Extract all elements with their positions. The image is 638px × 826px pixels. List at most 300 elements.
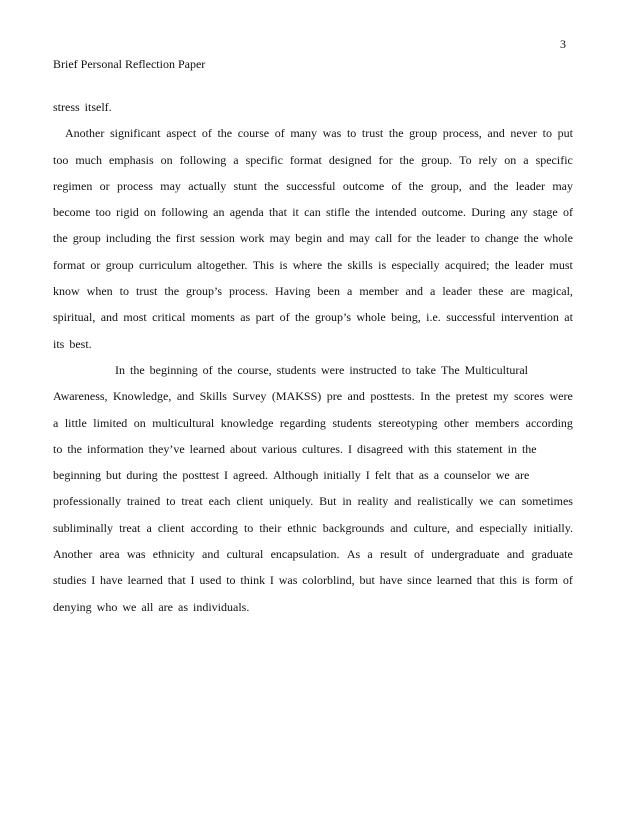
word: group bbox=[72, 231, 101, 246]
word: have bbox=[100, 573, 123, 588]
word: stifle bbox=[325, 205, 350, 220]
word: when bbox=[86, 284, 113, 299]
word: to bbox=[243, 520, 254, 535]
text-line bbox=[53, 546, 573, 572]
word: an bbox=[213, 205, 225, 220]
word: been bbox=[317, 284, 341, 299]
word: and bbox=[100, 310, 119, 325]
word: designed bbox=[328, 152, 372, 167]
word: information bbox=[87, 441, 144, 456]
word: first bbox=[175, 231, 196, 246]
word: the bbox=[264, 178, 279, 193]
word: where bbox=[292, 257, 323, 272]
word: spiritual, bbox=[53, 310, 96, 325]
word: limited bbox=[93, 415, 128, 430]
word: pretest bbox=[455, 389, 488, 404]
word: agreed. bbox=[233, 468, 269, 483]
word: whole bbox=[356, 310, 386, 325]
word: stress bbox=[53, 100, 80, 114]
word: a bbox=[367, 547, 373, 562]
word: that bbox=[395, 468, 414, 483]
word: Knowledge, bbox=[113, 389, 172, 404]
word: part bbox=[255, 310, 275, 325]
word: moments bbox=[190, 310, 235, 325]
word: client bbox=[157, 520, 185, 535]
word: reality bbox=[357, 494, 389, 509]
word: the bbox=[217, 362, 233, 377]
word: and bbox=[506, 547, 525, 562]
word: a bbox=[233, 152, 239, 167]
word: think bbox=[240, 573, 266, 588]
word: cultural bbox=[226, 547, 264, 562]
word: backgrounds bbox=[322, 520, 385, 535]
word: member bbox=[359, 284, 399, 299]
word: to bbox=[346, 126, 357, 141]
word: i.e. bbox=[426, 310, 441, 325]
word: intended bbox=[375, 205, 417, 220]
word: emphasis bbox=[108, 152, 154, 167]
word: As bbox=[346, 547, 361, 562]
word: Another bbox=[65, 126, 105, 141]
word: format bbox=[289, 152, 322, 167]
word: the bbox=[217, 126, 233, 141]
word: learned bbox=[436, 573, 472, 588]
word: group bbox=[409, 126, 438, 141]
word: aspect bbox=[166, 126, 197, 141]
word: we bbox=[479, 494, 494, 509]
word: trust bbox=[361, 126, 384, 141]
word: the bbox=[399, 152, 415, 167]
text-line bbox=[53, 599, 573, 625]
word: and bbox=[326, 231, 345, 246]
word: the bbox=[523, 231, 539, 246]
word: graduate bbox=[531, 547, 573, 562]
word: various bbox=[261, 441, 297, 456]
word: posttests. bbox=[370, 389, 415, 404]
word: Skills bbox=[199, 389, 227, 404]
word: Awareness, bbox=[53, 389, 108, 404]
word: regimen bbox=[53, 178, 93, 193]
word: and bbox=[176, 389, 195, 404]
word: any bbox=[510, 205, 528, 220]
word: treat bbox=[181, 494, 203, 509]
word: During bbox=[471, 205, 506, 220]
word: the bbox=[388, 126, 404, 141]
word: work bbox=[239, 231, 265, 246]
word: outcome bbox=[342, 178, 385, 193]
word: is bbox=[378, 257, 387, 272]
word: (MAKSS) bbox=[271, 389, 322, 404]
word: on bbox=[133, 415, 146, 430]
word: may bbox=[160, 178, 181, 193]
word: encapsulation. bbox=[270, 547, 340, 562]
word: The bbox=[441, 362, 460, 377]
word: counselor bbox=[444, 468, 491, 483]
word: posttest bbox=[182, 468, 220, 483]
word: during bbox=[126, 468, 158, 483]
word: process. bbox=[229, 284, 269, 299]
word: colorblind, bbox=[302, 573, 355, 588]
word: the bbox=[416, 231, 432, 246]
word: can bbox=[304, 205, 321, 220]
word: may bbox=[552, 178, 573, 193]
word: all bbox=[141, 599, 154, 614]
word: and bbox=[347, 389, 365, 404]
word: and bbox=[405, 284, 423, 299]
word: have bbox=[379, 573, 403, 588]
word: for bbox=[397, 231, 412, 246]
word: of bbox=[201, 126, 212, 141]
text-line bbox=[53, 572, 573, 598]
word: on bbox=[160, 152, 173, 167]
word: beginning bbox=[149, 362, 198, 377]
word: a bbox=[433, 468, 440, 483]
word: too bbox=[95, 205, 111, 220]
word: best. bbox=[69, 336, 92, 351]
word: group, bbox=[430, 178, 462, 193]
word: leader bbox=[436, 231, 466, 246]
word: uniquely. bbox=[268, 494, 314, 509]
word: including bbox=[105, 231, 152, 246]
word: Although bbox=[273, 468, 319, 483]
word: was bbox=[126, 547, 146, 562]
word: to bbox=[401, 362, 412, 377]
word: treat bbox=[119, 520, 141, 535]
word: statement bbox=[456, 441, 503, 456]
text-line bbox=[53, 520, 573, 546]
word: rigid bbox=[116, 205, 139, 220]
word: may bbox=[349, 231, 371, 246]
word: I bbox=[91, 573, 96, 588]
word: about bbox=[229, 441, 257, 456]
word: the bbox=[494, 257, 510, 272]
word: other bbox=[444, 415, 469, 430]
word: their bbox=[259, 520, 282, 535]
text-line bbox=[53, 125, 573, 151]
word: begin bbox=[295, 231, 322, 246]
word: actually bbox=[188, 178, 227, 193]
word: that bbox=[476, 573, 495, 588]
word: curriculum bbox=[139, 257, 192, 272]
word: much bbox=[75, 152, 102, 167]
word: the bbox=[435, 389, 451, 404]
word: group’s bbox=[186, 284, 223, 299]
word: and bbox=[487, 126, 505, 141]
word: This bbox=[252, 257, 275, 272]
word: the bbox=[67, 441, 83, 456]
word: trust bbox=[136, 284, 158, 299]
word: little bbox=[64, 415, 87, 430]
word: area bbox=[99, 547, 120, 562]
word: initially. bbox=[533, 520, 573, 535]
word: successful bbox=[286, 178, 336, 193]
word: following bbox=[161, 205, 208, 220]
word: the bbox=[156, 231, 171, 246]
word: that bbox=[167, 573, 186, 588]
word: but bbox=[359, 573, 375, 588]
word: the bbox=[521, 441, 537, 456]
word: In bbox=[420, 389, 431, 404]
word: the bbox=[162, 468, 178, 483]
word: learned bbox=[189, 441, 225, 456]
word: skills bbox=[347, 257, 373, 272]
word: to bbox=[542, 126, 552, 141]
word: format bbox=[53, 257, 85, 272]
word: outcome. bbox=[421, 205, 467, 220]
word: students bbox=[276, 362, 317, 377]
word: I bbox=[269, 573, 274, 588]
word: stage bbox=[533, 205, 558, 220]
word: In bbox=[115, 362, 125, 377]
word: they’ve bbox=[148, 441, 185, 456]
word: are bbox=[158, 599, 173, 614]
word: session bbox=[200, 231, 235, 246]
word: were bbox=[549, 389, 573, 404]
word: used bbox=[199, 573, 222, 588]
word: were bbox=[321, 362, 345, 377]
word: magical, bbox=[531, 284, 573, 299]
word: of bbox=[279, 310, 290, 325]
word: each bbox=[208, 494, 231, 509]
word: acquired; bbox=[444, 257, 490, 272]
word: leader bbox=[515, 178, 546, 193]
word: course bbox=[237, 126, 270, 141]
word: beginning bbox=[53, 468, 101, 483]
word: since bbox=[407, 573, 432, 588]
word: in bbox=[342, 494, 352, 509]
word: stunt bbox=[233, 178, 257, 193]
word: my bbox=[493, 389, 509, 404]
word: at bbox=[564, 310, 573, 325]
word: these bbox=[478, 284, 504, 299]
word: the bbox=[164, 284, 180, 299]
word: a bbox=[146, 520, 152, 535]
word: ethnic bbox=[287, 520, 317, 535]
word: I bbox=[365, 468, 370, 483]
word: I bbox=[224, 468, 229, 483]
word: ethnicity bbox=[152, 547, 195, 562]
word: a bbox=[523, 152, 529, 167]
word: sometimes bbox=[521, 494, 573, 509]
word: initially bbox=[323, 468, 361, 483]
word: But bbox=[319, 494, 337, 509]
word: this bbox=[499, 573, 517, 588]
word: most bbox=[123, 310, 147, 325]
word: subliminally bbox=[53, 520, 113, 535]
word: a bbox=[53, 415, 59, 430]
text-line bbox=[53, 362, 573, 388]
word: Multicultural bbox=[464, 362, 528, 377]
word: and bbox=[394, 494, 412, 509]
word: of bbox=[562, 573, 573, 588]
text-line bbox=[53, 230, 573, 256]
text-line bbox=[53, 99, 573, 125]
word: leader bbox=[514, 257, 545, 272]
word: know bbox=[53, 284, 80, 299]
word: studies bbox=[53, 573, 87, 588]
word: this bbox=[434, 441, 452, 456]
word: of bbox=[562, 205, 573, 220]
body-text bbox=[53, 99, 573, 625]
word: to bbox=[226, 573, 236, 588]
text-line bbox=[53, 493, 573, 519]
word: with bbox=[407, 441, 430, 456]
word: specific bbox=[245, 152, 283, 167]
word: of bbox=[202, 362, 213, 377]
word: or bbox=[90, 257, 101, 272]
word: as bbox=[178, 599, 188, 614]
word: significant bbox=[109, 126, 161, 141]
word: being, bbox=[391, 310, 421, 325]
text-line bbox=[53, 415, 573, 441]
word: leader bbox=[442, 284, 472, 299]
word: rely bbox=[478, 152, 498, 167]
word: undergraduate bbox=[431, 547, 500, 562]
word: to bbox=[119, 284, 130, 299]
word: knowledge bbox=[220, 415, 274, 430]
word: and bbox=[202, 547, 220, 562]
word: result bbox=[380, 547, 407, 562]
word: of bbox=[413, 547, 424, 562]
text-line bbox=[53, 309, 573, 335]
word: scores bbox=[514, 389, 545, 404]
word: we bbox=[122, 599, 137, 614]
text-line bbox=[53, 152, 573, 178]
word: form bbox=[534, 573, 559, 588]
word: and bbox=[469, 178, 487, 193]
word: group. bbox=[421, 152, 453, 167]
word: felt bbox=[374, 468, 391, 483]
word: is bbox=[521, 573, 530, 588]
word: itself. bbox=[84, 100, 112, 114]
word: are bbox=[514, 468, 530, 483]
word: client bbox=[236, 494, 264, 509]
word: was bbox=[278, 573, 298, 588]
word: is bbox=[279, 257, 288, 272]
word: the bbox=[493, 178, 509, 193]
word: members bbox=[475, 415, 520, 430]
word: whole bbox=[543, 231, 573, 246]
word: on bbox=[144, 205, 157, 220]
word: never bbox=[510, 126, 538, 141]
page-number: 3 bbox=[560, 37, 566, 51]
word: regarding bbox=[279, 415, 326, 430]
word: the bbox=[355, 205, 370, 220]
word: we bbox=[495, 468, 510, 483]
word: Survey bbox=[232, 389, 267, 404]
word: take bbox=[416, 362, 437, 377]
word: disagreed bbox=[356, 441, 403, 456]
word: to bbox=[470, 231, 480, 246]
word: for bbox=[378, 152, 393, 167]
word: too bbox=[53, 152, 69, 167]
word: realistically bbox=[417, 494, 474, 509]
text-line bbox=[53, 336, 573, 362]
word: on bbox=[504, 152, 517, 167]
text-line bbox=[53, 283, 573, 309]
word: learned bbox=[127, 573, 163, 588]
word: its bbox=[53, 336, 65, 351]
word: group’s bbox=[315, 310, 352, 325]
word: the bbox=[53, 231, 68, 246]
word: and bbox=[455, 520, 474, 535]
word: the bbox=[327, 257, 343, 272]
word: must bbox=[549, 257, 573, 272]
word: Another bbox=[53, 547, 93, 562]
word: cultures. bbox=[301, 441, 343, 456]
word: a bbox=[430, 284, 436, 299]
word: agenda bbox=[229, 205, 264, 220]
text-line bbox=[53, 204, 573, 230]
word: and bbox=[390, 520, 408, 535]
word: the bbox=[408, 178, 424, 193]
word: that bbox=[268, 205, 287, 220]
text-line bbox=[53, 388, 573, 414]
word: process bbox=[116, 178, 153, 193]
word: the bbox=[130, 362, 145, 377]
word: who bbox=[96, 599, 118, 614]
word: call bbox=[375, 231, 393, 246]
word: become bbox=[53, 205, 91, 220]
word: especially bbox=[479, 520, 528, 535]
word: especially bbox=[391, 257, 440, 272]
word: or bbox=[99, 178, 110, 193]
word: many bbox=[290, 126, 318, 141]
word: denying bbox=[53, 599, 92, 614]
word: culture, bbox=[413, 520, 450, 535]
word: specific bbox=[535, 152, 573, 167]
word: as bbox=[418, 468, 429, 483]
word: it bbox=[292, 205, 299, 220]
word: intervention bbox=[500, 310, 559, 325]
word: individuals. bbox=[193, 599, 250, 614]
word: multicultural bbox=[152, 415, 215, 430]
word: to bbox=[166, 494, 176, 509]
word: I bbox=[190, 573, 195, 588]
word: to bbox=[53, 441, 63, 456]
word: in bbox=[507, 441, 517, 456]
word: but bbox=[106, 468, 122, 483]
text-line bbox=[53, 257, 573, 283]
running-head: Brief Personal Reflection Paper bbox=[53, 57, 206, 71]
word: students bbox=[332, 415, 372, 430]
word: of bbox=[274, 126, 285, 141]
word: change bbox=[484, 231, 519, 246]
word: trained bbox=[126, 494, 161, 509]
word: course, bbox=[237, 362, 272, 377]
text-line bbox=[53, 467, 573, 493]
word: professionally bbox=[53, 494, 121, 509]
word: are bbox=[510, 284, 525, 299]
word: was bbox=[322, 126, 342, 141]
word: successful bbox=[446, 310, 496, 325]
word: To bbox=[459, 152, 472, 167]
word: put bbox=[557, 126, 573, 141]
word: altogether. bbox=[197, 257, 248, 272]
word: as bbox=[240, 310, 251, 325]
word: stereotyping bbox=[378, 415, 438, 430]
word: following bbox=[179, 152, 227, 167]
word: process, bbox=[442, 126, 482, 141]
word: the bbox=[294, 310, 310, 325]
word: critical bbox=[152, 310, 186, 325]
word: a bbox=[347, 284, 353, 299]
word: I bbox=[347, 441, 352, 456]
word: of bbox=[391, 178, 402, 193]
word: may bbox=[269, 231, 291, 246]
word: pre bbox=[326, 389, 343, 404]
text-line bbox=[53, 441, 573, 467]
